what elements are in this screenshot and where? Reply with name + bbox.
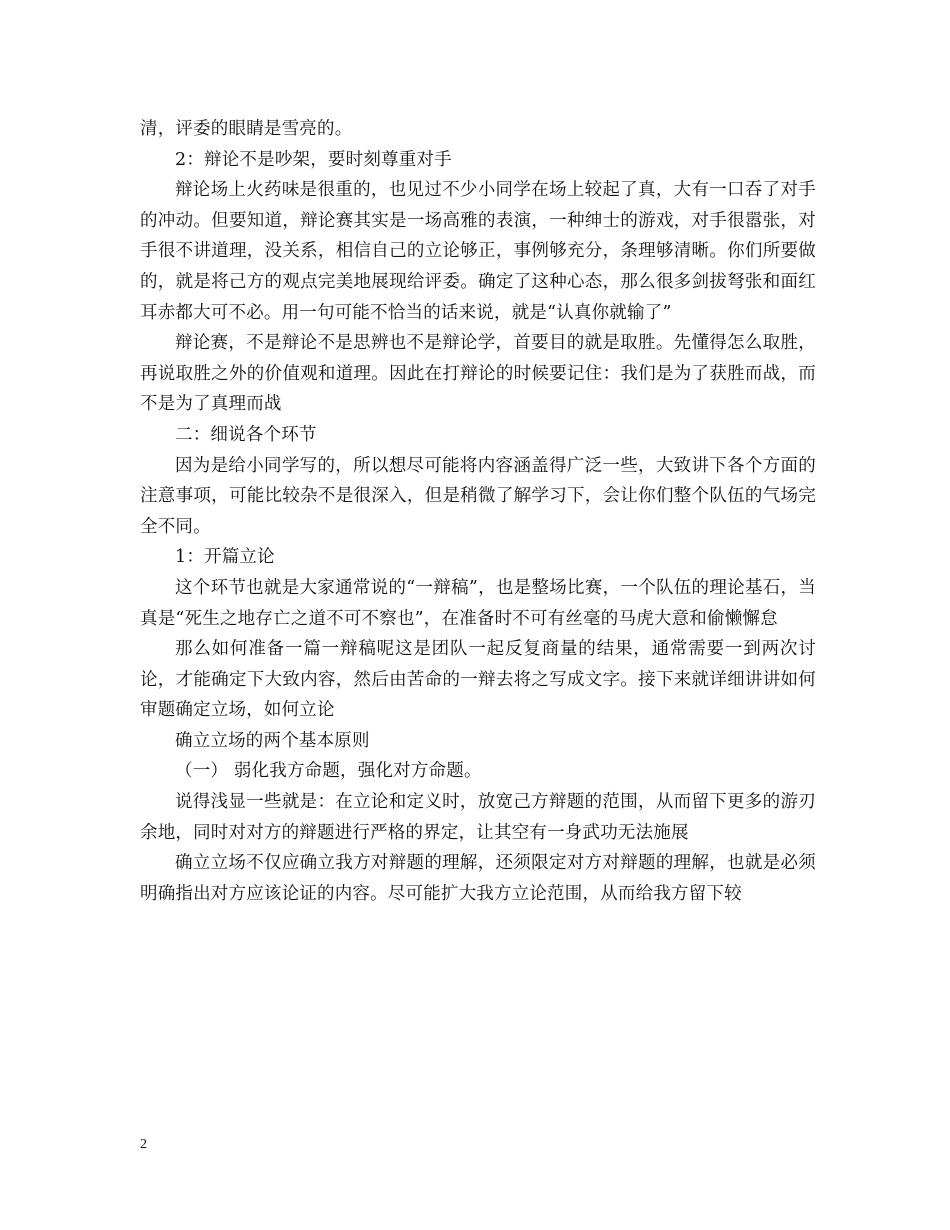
- document-body: [140, 114, 816, 909]
- paragraph: 那么如何准备一篇一辩稿呢这是团队一起反复商量的结果，通常需要一到两次讨论，才能确定下大致内容，然后由苦命的一辩去将之写成文字。接下来就详细讲讲如何审题确定立场，如何立论: [140, 639, 816, 721]
- section-heading-details: 二：细说各个环节: [175, 424, 317, 445]
- paragraph-continuation: 清，评委的眼睛是雪亮的。: [140, 119, 353, 139]
- section-heading-respect-opponent: 2：辩论不是吵架，要时刻尊重对手: [175, 149, 452, 170]
- paragraph: 这个环节也就是大家通常说的“一辩稿”，也是整场比赛，一个队伍的理论基石，当真是“死生之地存亡之道不可不察也”，在准备时不可有丝毫的马虎大意和偷懒懈怠: [140, 577, 816, 629]
- paragraph: 辩论赛，不是辩论不是思辨也不是辩论学，首要目的就是取胜。先懂得怎么取胜，再说取胜之外的价值观和道理。因此在打辩论的时候要记住：我们是为了获胜而战，而不是为了真理而战: [140, 333, 816, 415]
- paragraph: 说得浅显一些就是：在立论和定义时，放宽己方辩题的范围，从而留下更多的游刃余地，同时对对方的辩题进行严格的界定，让其空有一身武功无法施展: [140, 792, 816, 843]
- paragraph: 辩论场上火药味是很重的，也见过不少小同学在场上较起了真，大有一口吞了对手的冲动。但要知道，辩论赛其实是一场高雅的表演，一种绅士的游戏，对手很嚣张，对手很不讲道理，没关系，相信自己的立论够正，事例够充分，条理够清晰。你们所要做的，就是将己方的观点完美地展现给评委。确定了这种心态，那么很多剑拔弩张和面红耳赤都大可不必。用一句可能不恰当的话来说，就是“认真你就输了”: [140, 180, 816, 323]
- principle-heading: （一） 弱化我方命题，强化对方命题。: [175, 761, 482, 782]
- section-heading-principles: 确立立场的两个基本原则: [175, 730, 370, 751]
- section-heading-opening: 1：开篇立论: [175, 547, 275, 568]
- paragraph: 确立立场不仅应确立我方对辩题的理解，还须限定对方对辩题的理解，也就是必须明确指出对方应该论证的内容。尽可能扩大我方立论范围，从而给我方留下较: [140, 853, 816, 904]
- page-number: 2: [140, 1137, 147, 1152]
- paragraph: 因为是给小同学写的，所以想尽可能将内容涵盖得广泛一些，大致讲下各个方面的注意事项，可能比较杂不是很深入，但是稍微了解学习下，会让你们整个队伍的气场完全不同。: [140, 455, 816, 537]
